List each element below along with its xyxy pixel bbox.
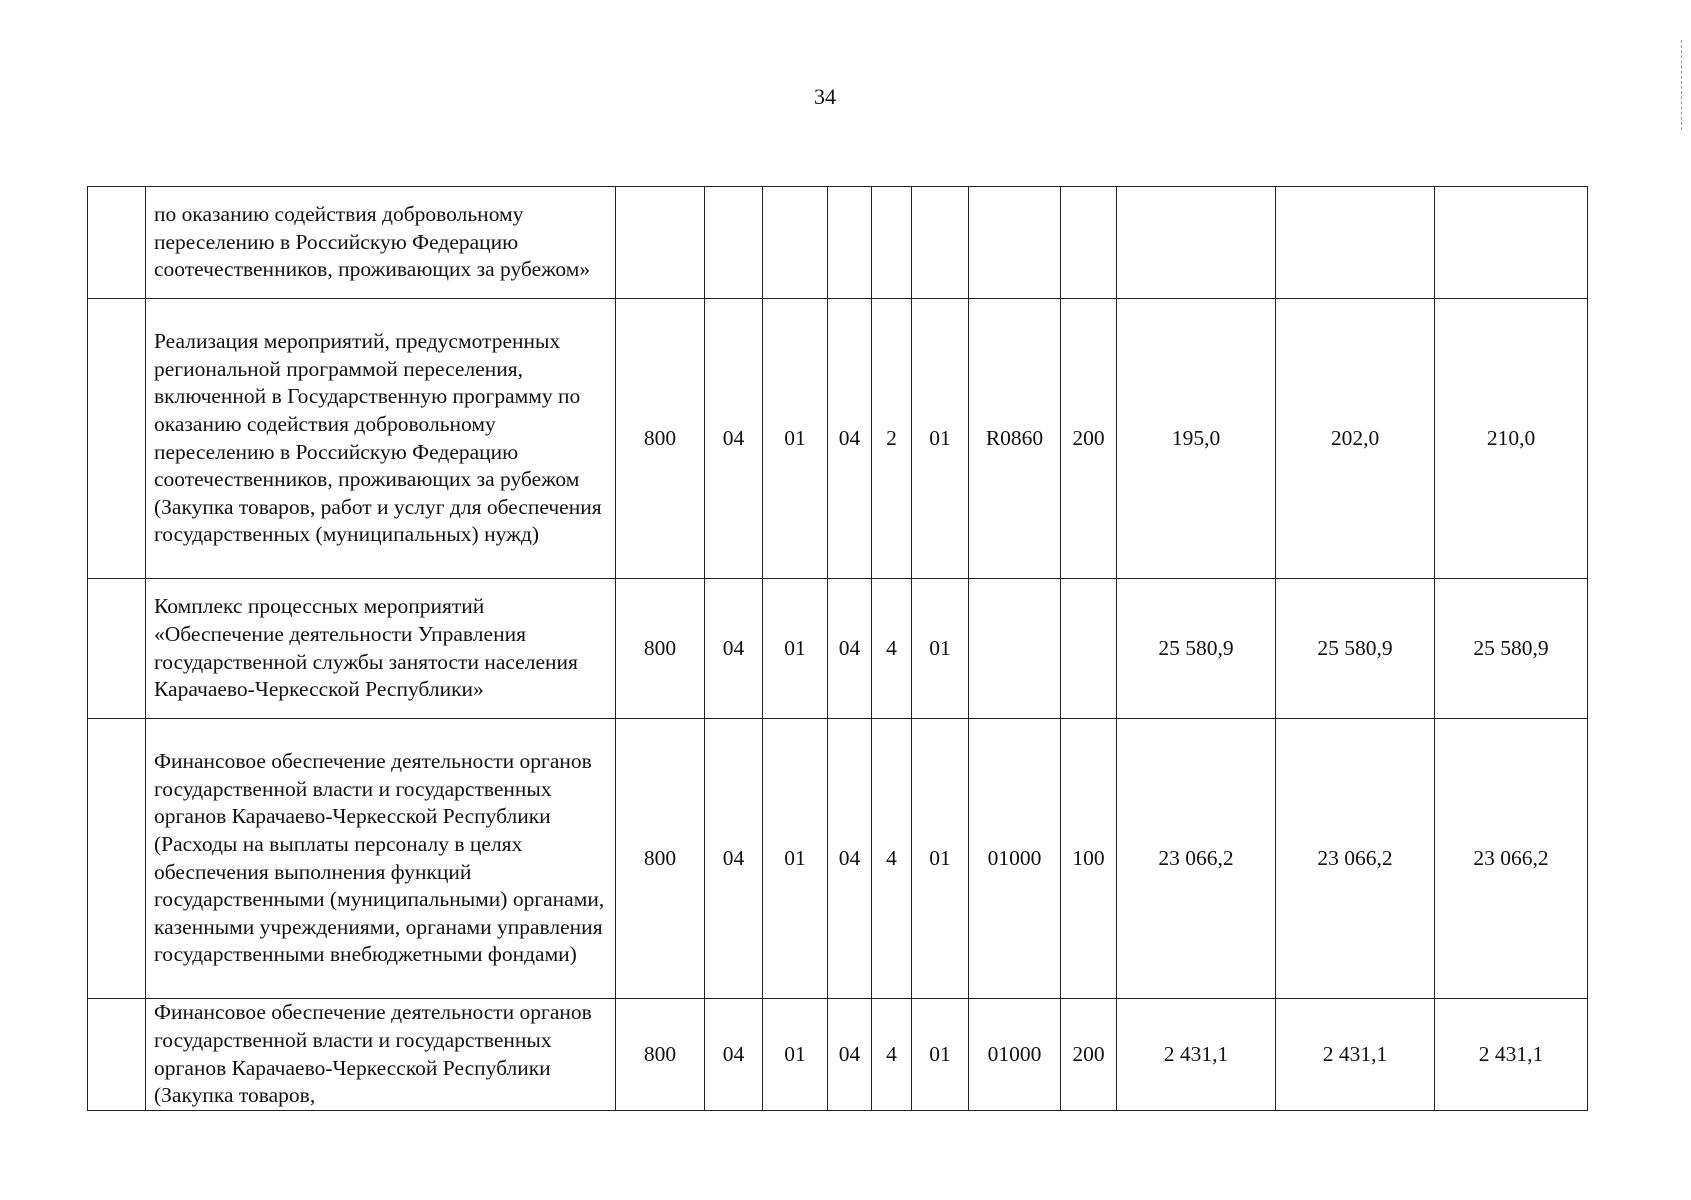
subsection-code-cell: 01 xyxy=(763,299,828,579)
program-code-cell: 04 xyxy=(828,299,872,579)
subsection-code-cell: 01 xyxy=(763,999,828,1111)
page-number: 34 xyxy=(814,84,836,109)
direction-code-cell: 01000 xyxy=(969,719,1061,999)
table-row xyxy=(88,719,1588,999)
row-number-cell xyxy=(88,999,146,1111)
amount-year3-cell xyxy=(1435,187,1588,299)
subsection-code-cell xyxy=(763,187,828,299)
row-number-cell xyxy=(88,719,146,999)
scan-edge-mark xyxy=(1681,40,1683,130)
subprogram-code-cell: 4 xyxy=(872,719,912,999)
activity-code-cell: 01 xyxy=(912,299,969,579)
direction-code-cell xyxy=(969,579,1061,719)
table-row xyxy=(88,299,1588,579)
expense-name-cell: по оказанию содействия добровольному переселению в Российскую Федерацию соотечественников, проживающих за рубежом» xyxy=(146,187,616,299)
section-code-cell: 04 xyxy=(705,299,763,579)
direction-code-cell xyxy=(969,187,1061,299)
direction-code-cell: R0860 xyxy=(969,299,1061,579)
amount-year3-cell: 210,0 xyxy=(1435,299,1588,579)
subsection-code-cell: 01 xyxy=(763,719,828,999)
ministry-code-cell: 800 xyxy=(616,299,705,579)
subsection-code-cell: 01 xyxy=(763,579,828,719)
amount-year1-cell: 23 066,2 xyxy=(1117,719,1276,999)
amount-year3-cell: 23 066,2 xyxy=(1435,719,1588,999)
amount-year1-cell: 2 431,1 xyxy=(1117,999,1276,1111)
ministry-code-cell: 800 xyxy=(616,999,705,1111)
subprogram-code-cell: 4 xyxy=(872,579,912,719)
subprogram-code-cell xyxy=(872,187,912,299)
section-code-cell xyxy=(705,187,763,299)
table-row xyxy=(88,187,1588,299)
program-code-cell: 04 xyxy=(828,999,872,1111)
expense-name-cell: Финансовое обеспечение деятельности органов государственной власти и государственных органов Карачаево-Черкесской Республики (Расходы на выплаты персоналу в целях обеспечения выполнения функций государственными (муниципальными) органами, казенными учреждениями, органами управления государственными внебюджетными фондами) xyxy=(146,719,616,999)
section-code-cell: 04 xyxy=(705,999,763,1111)
expense-type-cell xyxy=(1061,187,1117,299)
activity-code-cell: 01 xyxy=(912,999,969,1111)
budget-table xyxy=(87,186,1588,1111)
activity-code-cell: 01 xyxy=(912,579,969,719)
table-row xyxy=(88,579,1588,719)
amount-year2-cell: 202,0 xyxy=(1276,299,1435,579)
expense-name-cell: Финансовое обеспечение деятельности органов государственной власти и государственных органов Карачаево-Черкесской Республики (Закупка товаров, xyxy=(146,999,616,1111)
ministry-code-cell xyxy=(616,187,705,299)
expense-name-cell: Комплекс процессных мероприятий «Обеспечение деятельности Управления государственной службы занятости населения Карачаево-Черкесской Республики» xyxy=(146,579,616,719)
program-code-cell xyxy=(828,187,872,299)
table-row xyxy=(88,999,1588,1111)
subprogram-code-cell: 2 xyxy=(872,299,912,579)
amount-year3-cell: 25 580,9 xyxy=(1435,579,1588,719)
amount-year3-cell: 2 431,1 xyxy=(1435,999,1588,1111)
expense-type-cell xyxy=(1061,579,1117,719)
program-code-cell: 04 xyxy=(828,579,872,719)
expense-type-cell: 200 xyxy=(1061,999,1117,1111)
subprogram-code-cell: 4 xyxy=(872,999,912,1111)
amount-year2-cell xyxy=(1276,187,1435,299)
expense-type-cell: 200 xyxy=(1061,299,1117,579)
ministry-code-cell: 800 xyxy=(616,719,705,999)
amount-year2-cell: 23 066,2 xyxy=(1276,719,1435,999)
activity-code-cell xyxy=(912,187,969,299)
expense-name-cell: Реализация мероприятий, предусмотренных региональной программой переселения, включенной в Государственную программу по оказанию содействия добровольному переселению в Российскую Федерацию соотечественников, проживающих за рубежом (Закупка товаров, работ и услуг для обеспечения государственных (муниципальных) нужд) xyxy=(146,299,616,579)
amount-year1-cell: 25 580,9 xyxy=(1117,579,1276,719)
expense-type-cell: 100 xyxy=(1061,719,1117,999)
amount-year2-cell: 2 431,1 xyxy=(1276,999,1435,1111)
amount-year1-cell: 195,0 xyxy=(1117,299,1276,579)
amount-year2-cell: 25 580,9 xyxy=(1276,579,1435,719)
program-code-cell: 04 xyxy=(828,719,872,999)
row-number-cell xyxy=(88,299,146,579)
direction-code-cell: 01000 xyxy=(969,999,1061,1111)
row-number-cell xyxy=(88,187,146,299)
activity-code-cell: 01 xyxy=(912,719,969,999)
section-code-cell: 04 xyxy=(705,719,763,999)
row-number-cell xyxy=(88,579,146,719)
ministry-code-cell: 800 xyxy=(616,579,705,719)
amount-year1-cell xyxy=(1117,187,1276,299)
section-code-cell: 04 xyxy=(705,579,763,719)
